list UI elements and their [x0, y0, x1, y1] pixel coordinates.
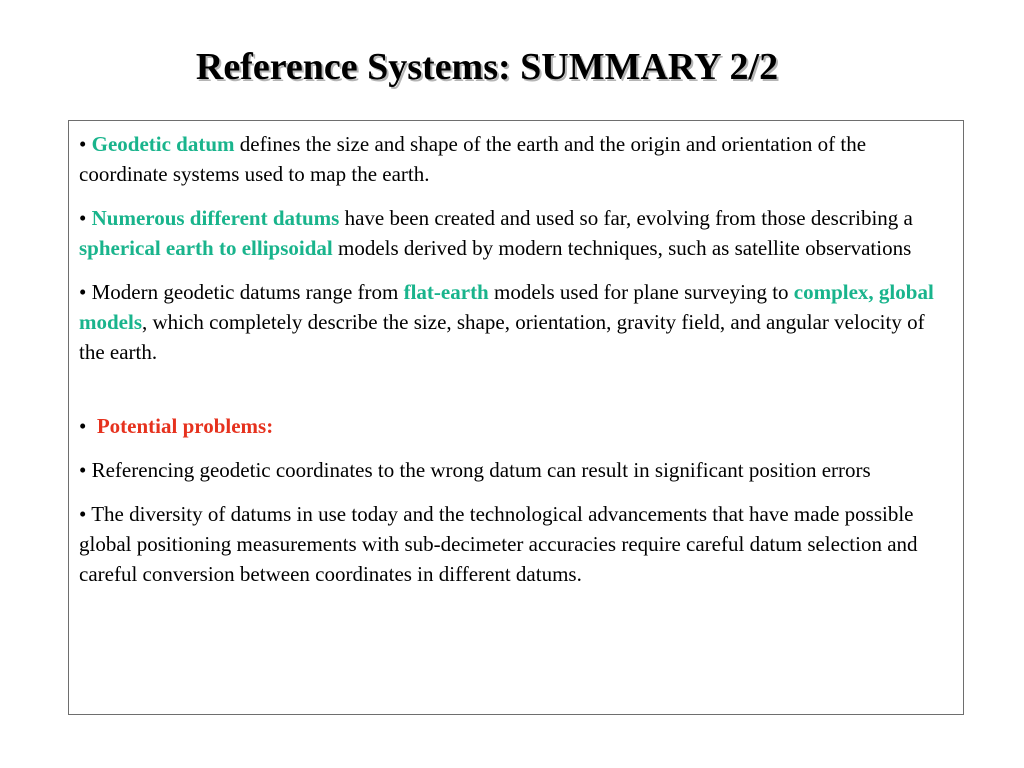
bullet-geodetic-datum [79, 129, 951, 189]
bullet-diversity-of-datums [79, 499, 951, 589]
summary-box [68, 120, 964, 715]
heading-potential-problems: Potential problems: [96, 414, 274, 438]
bullet-modern-datums [79, 277, 951, 367]
bullet-lead: Modern geodetic datums range from [91, 280, 404, 304]
bullet-marker: • [79, 280, 87, 304]
bullet-numerous-datums [79, 203, 951, 263]
bullet-wrong-datum [79, 455, 951, 485]
slide-title: Reference Systems: SUMMARY 2/2 [195, 46, 779, 88]
term-geodetic-datum: Geodetic datum [91, 132, 235, 156]
bullet-marker: • [79, 458, 87, 482]
bullet-marker: • [79, 502, 87, 526]
term-numerous-datums: Numerous different datums [91, 206, 340, 230]
bullet-text-cont: models derived by modern techniques, such as satellite observations [332, 236, 912, 260]
bullet-text: defines the size and shape of the earth and the origin and orientation of the coordinate systems used to map the earth. [79, 132, 867, 186]
bullet-text: have been created and used so far, evolving from those describing a [339, 206, 913, 230]
bullet-text: The diversity of datums in use today and the technological advancements that have made possible global positioning measurements with sub-decimeter accuracies require careful datum selection and careful conversion between coordinates in different datums. [79, 502, 918, 586]
bullet-text: Referencing geodetic coordinates to the wrong datum can result in significant position errors [91, 458, 871, 482]
term-complex-global-models: complex, global models [79, 280, 934, 334]
bullet-text-cont: , which completely describe the size, shape, orientation, gravity field, and angular velocity of the earth. [79, 310, 925, 364]
bullet-marker: • [79, 132, 87, 156]
bullet-marker: • [79, 206, 87, 230]
bullet-marker: • [79, 414, 87, 438]
term-spherical-to-ellipsoidal: spherical earth to ellipsoidal [79, 236, 333, 260]
term-flat-earth: flat-earth [403, 280, 489, 304]
bullet-text: models used for plane surveying to [488, 280, 794, 304]
bullet-potential-problems [79, 411, 951, 441]
